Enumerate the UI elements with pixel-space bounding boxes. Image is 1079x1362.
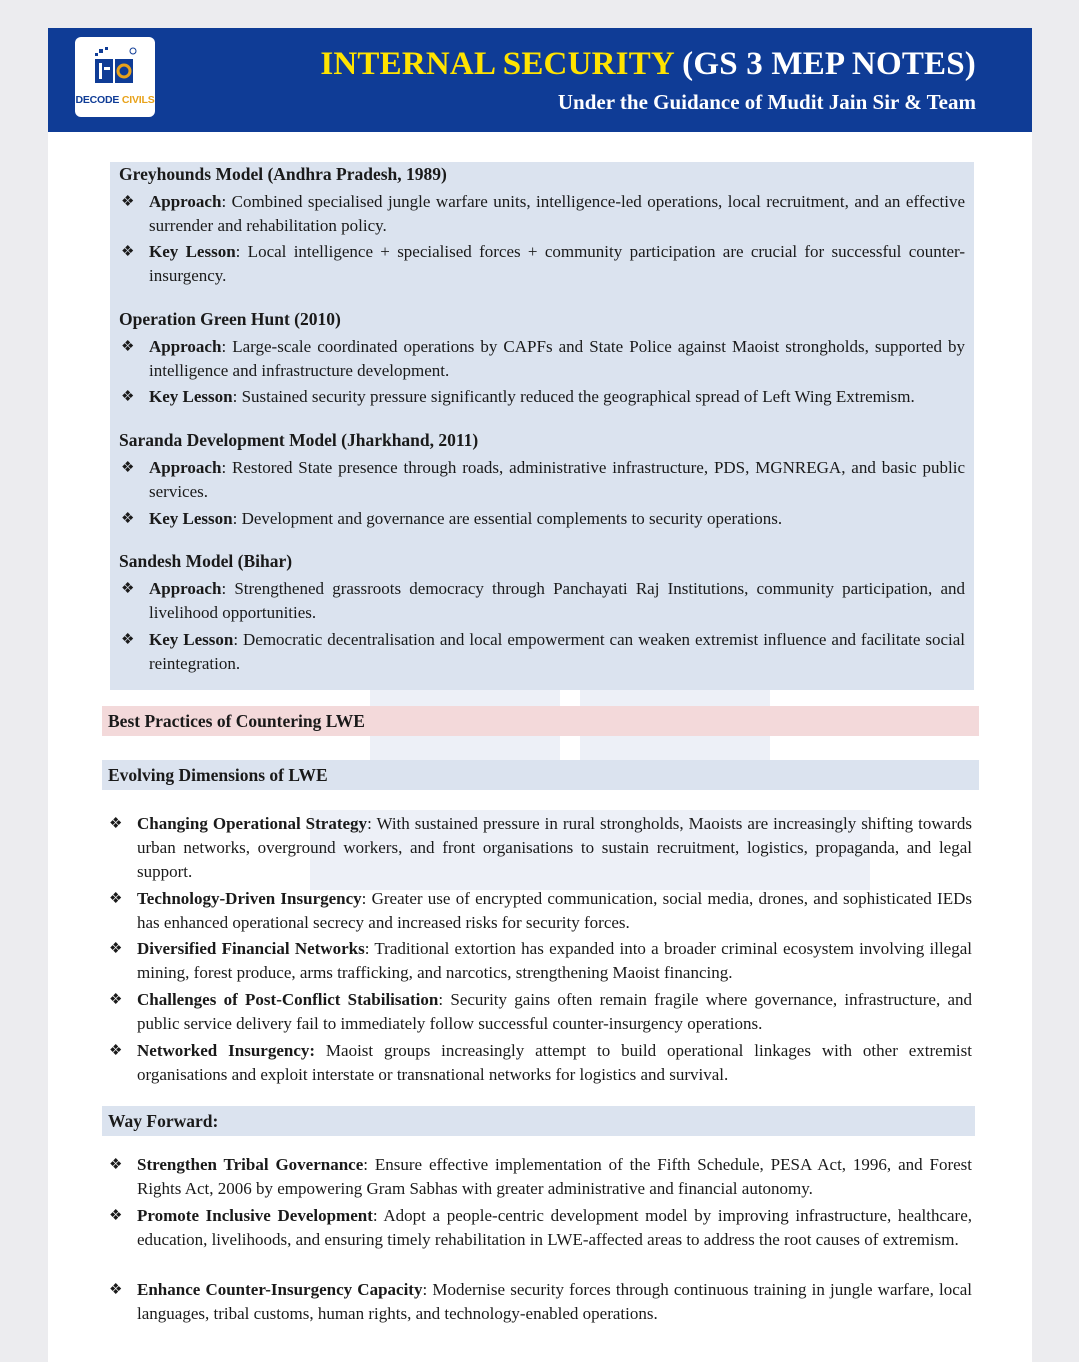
diamond-bullet-icon: ❖ bbox=[109, 891, 123, 907]
section-heading-evolving-dimensions: Evolving Dimensions of LWE bbox=[102, 760, 979, 790]
list-item: ❖ Promote Inclusive Development: Adopt a people-centric development model by improving infrastructure, healthcare, education, livelihoods, and ensuring timely rehabilitation in LWE-affected areas to address the root causes of extremism. bbox=[109, 1206, 973, 1249]
list-item: ❖ Changing Operational Strategy: With sustained pressure in rural strongholds, Maoists are increasingly shifting towards urban networks, overground workers, and front organisations to sustain recruitment, logistics, propaganda, and legal support. bbox=[109, 814, 972, 881]
list-item: ❖ Technology-Driven Insurgency: Greater use of encrypted communication, social media, drones, and sophisticated IEDs has enhanced operational secrecy and increased risks for security forces. bbox=[109, 889, 972, 932]
diamond-bullet-icon: ❖ bbox=[109, 941, 123, 957]
book-logo-icon bbox=[93, 45, 137, 89]
diamond-bullet-icon: ❖ bbox=[121, 194, 135, 210]
logo-text: DECODE CIVILS bbox=[75, 94, 155, 106]
section-heading-best-practices: Best Practices of Countering LWE bbox=[102, 706, 979, 736]
list-item: ❖ Strengthen Tribal Governance: Ensure effective implementation of the Fifth Schedule, PESA Act, 1996, and Forest Rights Act, 2006 by empowering Gram Sabhas with greater administrative and financial autonomy. bbox=[109, 1155, 973, 1198]
diamond-bullet-icon: ❖ bbox=[109, 992, 123, 1008]
diamond-bullet-icon: ❖ bbox=[121, 632, 135, 648]
diamond-bullet-icon: ❖ bbox=[121, 244, 135, 260]
page-subtitle: Under the Guidance of Mudit Jain Sir & Team bbox=[557, 90, 976, 114]
list-item: ❖ Key Lesson: Sustained security pressure significantly reduced the geographical spread of Left Wing Extremism. bbox=[149, 385, 965, 409]
diamond-bullet-icon: ❖ bbox=[109, 816, 123, 832]
list-item: ❖ Enhance Counter-Insurgency Capacity: Modernise security forces through continuous training in jungle warfare, local languages, tribal customs, human rights, and technology-enabled operations. bbox=[109, 1280, 973, 1323]
list-item: ❖ Key Lesson: Local intelligence + specialised forces + community participation are crucial for successful counter-insurgency. bbox=[121, 242, 965, 285]
list-item: ❖ Approach: Restored State presence through roads, administrative infrastructure, PDS, MGNREGA, and basic public services. bbox=[121, 458, 965, 501]
diamond-bullet-icon: ❖ bbox=[121, 339, 135, 355]
list-item: ❖ Challenges of Post-Conflict Stabilisation: Security gains often remain fragile where governance, infrastructure, and public service delivery fail to immediately follow successful counter-insurgency operations. bbox=[109, 990, 973, 1033]
list-item: ❖ Approach: Strengthened grassroots democracy through Panchayati Raj Institutions, community participation, and livelihood opportunities. bbox=[121, 579, 965, 622]
list-item: ❖ Diversified Financial Networks: Traditional extortion has expanded into a broader criminal ecosystem involving illegal mining, forest produce, arms trafficking, and narcotics, strengthening Maoist financing. bbox=[109, 939, 972, 982]
diamond-bullet-icon: ❖ bbox=[121, 460, 135, 476]
diamond-bullet-icon: ❖ bbox=[109, 1157, 123, 1173]
diamond-bullet-icon: ❖ bbox=[109, 1208, 123, 1224]
list-item: ❖ Key Lesson: Development and governance are essential complements to security operations. bbox=[149, 507, 965, 531]
case-title: Sandesh Model (Bihar) bbox=[119, 551, 293, 571]
page-title: INTERNAL SECURITY (GS 3 MEP NOTES) bbox=[320, 46, 976, 82]
case-title: Saranda Development Model (Jharkhand, 2011) bbox=[119, 430, 479, 450]
list-item: ❖ Networked Insurgency: Maoist groups increasingly attempt to build operational linkages with other extremist organisations and exploit interstate or transnational networks for logistics and survival. bbox=[109, 1041, 972, 1084]
list-item: ❖ Key Lesson: Democratic decentralisation and local empowerment can weaken extremist influence and facilitate social reintegration. bbox=[121, 630, 966, 673]
list-item: ❖ Approach: Large-scale coordinated operations by CAPFs and State Police against Maoist strongholds, supported by intelligence and infrastructure development. bbox=[121, 337, 965, 380]
logo bbox=[75, 37, 155, 117]
document-header bbox=[48, 28, 1032, 132]
diamond-bullet-icon: ❖ bbox=[109, 1282, 123, 1298]
case-title: Greyhounds Model (Andhra Pradesh, 1989) bbox=[119, 164, 447, 184]
section-heading-way-forward: Way Forward: bbox=[102, 1106, 975, 1136]
case-title: Operation Green Hunt (2010) bbox=[119, 309, 341, 329]
diamond-bullet-icon: ❖ bbox=[121, 511, 135, 527]
diamond-bullet-icon: ❖ bbox=[121, 581, 135, 597]
diamond-bullet-icon: ❖ bbox=[109, 1043, 123, 1059]
list-item: ❖ Approach: Combined specialised jungle warfare units, intelligence-led operations, local recruitment, and an effective surrender and rehabilitation policy. bbox=[121, 192, 965, 235]
diamond-bullet-icon: ❖ bbox=[121, 389, 135, 405]
